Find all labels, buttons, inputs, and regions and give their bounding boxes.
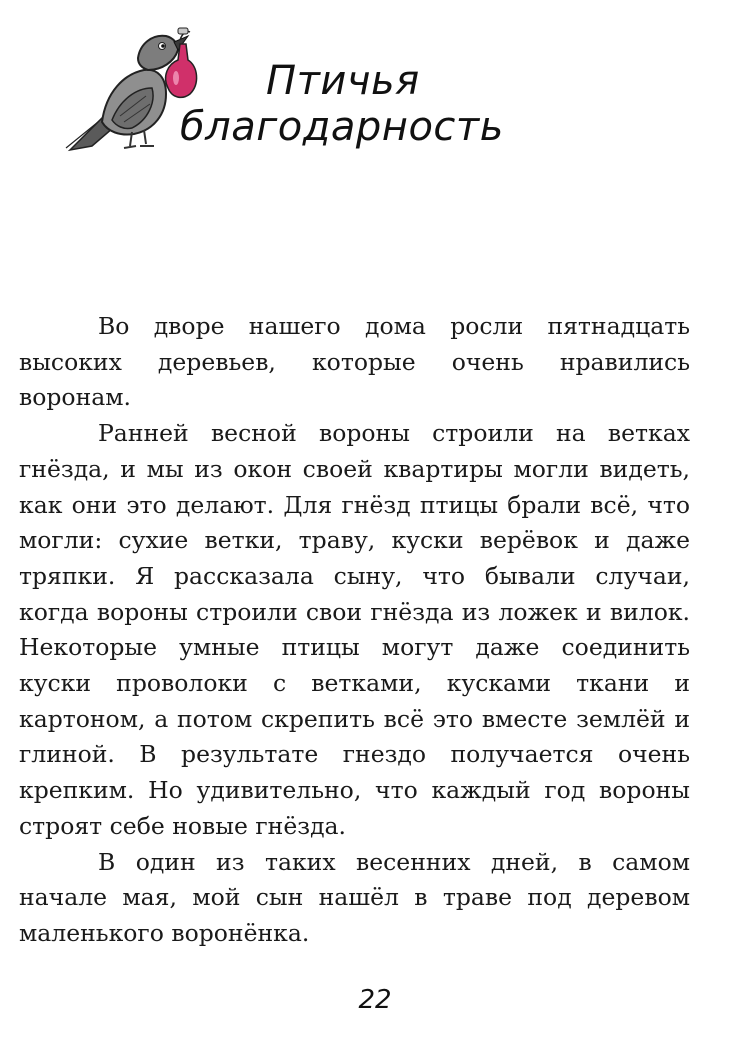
title-line-2: благодарность — [180, 104, 504, 150]
paragraph-3: В один из таких весенних дней, в самом начале мая, мой сын нашёл в траве под деревом маленького воронёнка. — [19, 847, 690, 947]
story-body — [19, 309, 690, 952]
page-number: 22 — [358, 985, 392, 1015]
story-title — [180, 58, 580, 150]
paragraph-2: Ранней весной вороны строили на ветках гнёзда, и мы из окон своей квартиры могли видеть, как они это делают. Для гнёзд птицы брали всё, что могли: сухие ветки, траву, куски верёвок и даже тряпки. Я рассказала сыну, что бывали случаи, когда вороны строили свои гнёзда из ложек и вилок. Некоторые умные птицы могут даже соединить куски проволоки с ветками, кусками ткани и картоном, а потом скрепить всё это вместе землёй и глиной. В результате гнездо получается очень крепким. Но удивительно, что каждый год вороны строят себе новые гнёзда. — [19, 419, 690, 840]
title-line-1: Птичья — [266, 58, 420, 104]
paragraph-1: Во дворе нашего дома росли пятнадцать высоких деревьев, которые очень нравились воронам. — [19, 312, 690, 412]
